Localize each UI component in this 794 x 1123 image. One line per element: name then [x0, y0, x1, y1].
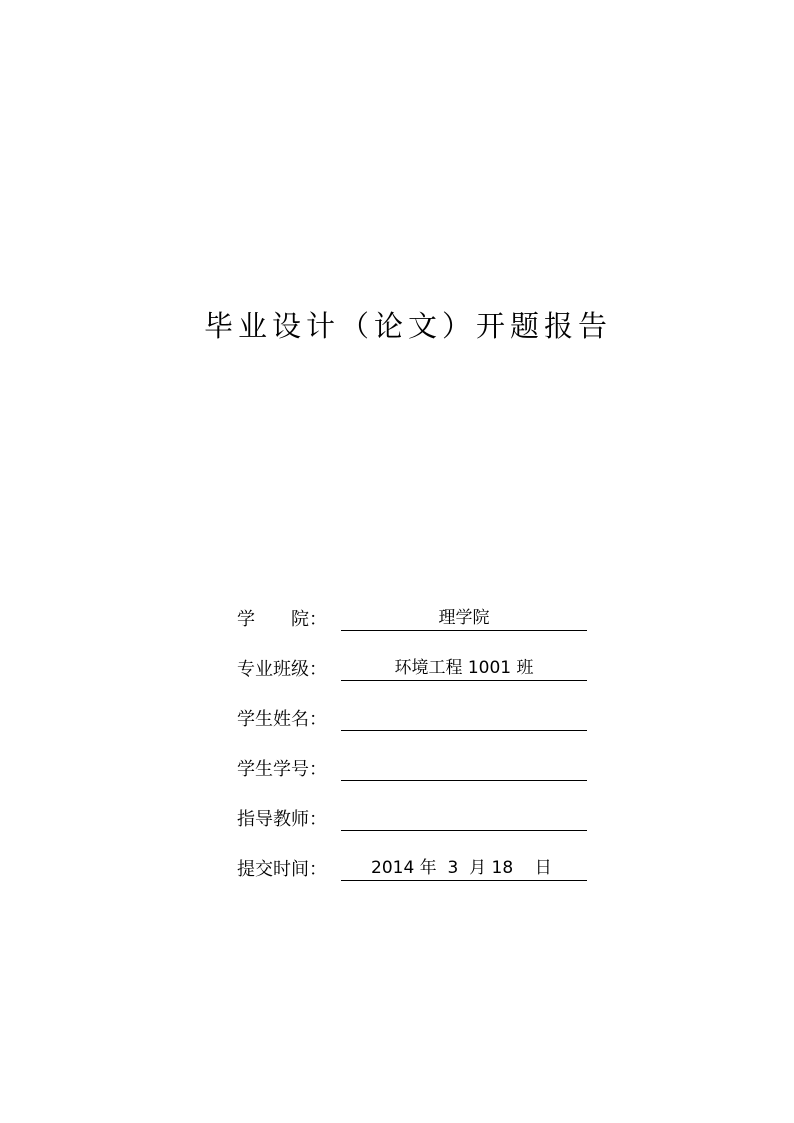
major-class-field[interactable]: 环境工程 1001 班	[341, 654, 587, 681]
student-id-field[interactable]	[341, 754, 587, 781]
info-row-major-class	[237, 650, 597, 686]
advisor-field[interactable]	[341, 804, 587, 831]
date-year: 2014	[371, 858, 415, 878]
page-title: 毕业设计（论文）开题报告	[203, 309, 612, 343]
date-month-unit: 月	[469, 858, 487, 878]
date-month: 3	[447, 858, 459, 878]
info-row-college	[237, 600, 597, 636]
info-row-student-id	[237, 750, 597, 786]
advisor-label: 指导教师：	[237, 809, 327, 830]
date-year-unit: 年	[419, 858, 437, 878]
major-class-label: 专业班级：	[237, 659, 327, 680]
student-name-field[interactable]	[341, 704, 587, 731]
college-field[interactable]: 理学院	[341, 604, 587, 631]
info-row-student-name	[237, 700, 597, 736]
submission-date-field[interactable]	[341, 854, 587, 881]
student-name-label: 学生姓名：	[237, 709, 327, 730]
date-day-unit: 日	[534, 858, 552, 878]
student-id-label: 学生学号：	[237, 759, 327, 780]
date-day: 18	[491, 858, 514, 878]
college-label: 学 院：	[237, 609, 327, 630]
submission-date-label: 提交时间：	[237, 859, 327, 880]
info-row-submission-date	[237, 850, 597, 886]
info-row-advisor	[237, 800, 597, 836]
